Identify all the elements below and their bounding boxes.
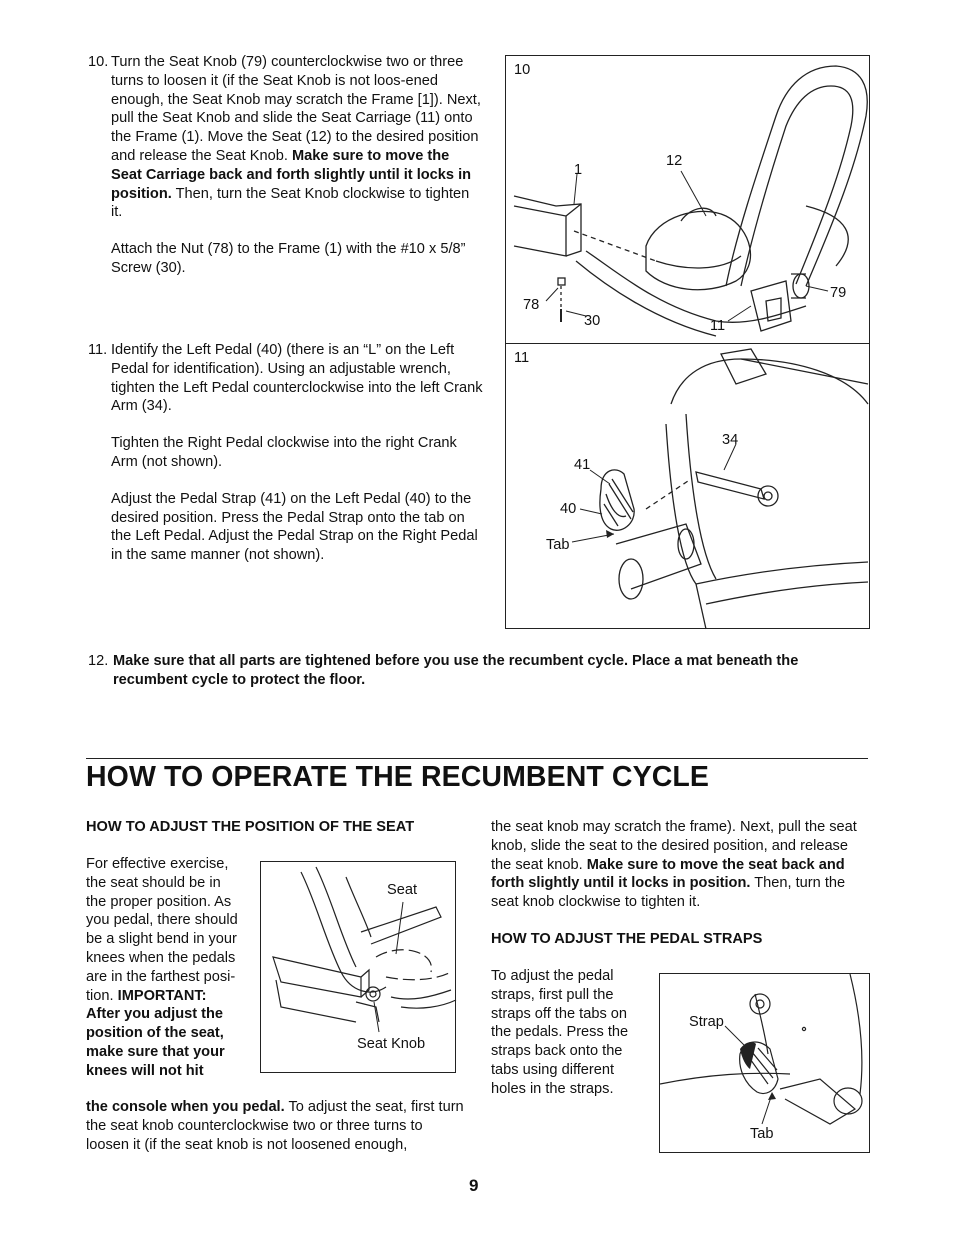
label-screw: 30: [584, 313, 601, 329]
strap-heading: HOW TO ADJUST THE PEDAL STRAPS: [491, 931, 763, 947]
seat-assembly-illustration: [506, 56, 871, 345]
section-divider: [86, 758, 868, 759]
label-strap: Strap: [689, 1014, 724, 1030]
label-crank-arm: 34: [722, 432, 739, 448]
label-knob: 79: [830, 285, 847, 301]
label-seat-knob: Seat Knob: [357, 1036, 426, 1052]
seat-text-wrapped: For effective exercise, the seat should be in the proper position. As you pedal, there should be a slight bend in your knees when the pedals are in the farthest posi-tion. IMPORTANT: After you adjust the position of the seat, make sure that your knees will not hit: [86, 856, 238, 1079]
step-11-paragraph-1: Identify the Left Pedal (40) (there is an “L” on the Left Pedal for identification). Using an adjustable wrench, tighten the Left Pedal counterclockwise into the left Crank Arm (34).: [111, 342, 483, 415]
figure-number: 10: [514, 62, 531, 78]
seat-heading: HOW TO ADJUST THE POSITION OF THE SEAT: [86, 819, 415, 835]
label-tab: Tab: [546, 537, 570, 553]
page-number: 9: [469, 1176, 479, 1195]
step-12: [88, 652, 868, 690]
figure-10: [505, 55, 870, 344]
seat-important: IMPORTANT: After you adjust the position of the seat, make sure that your knees will not hit: [86, 987, 225, 1079]
figure-11: [505, 343, 870, 629]
step-11-paragraph-2: Tighten the Right Pedal clockwise into the right Crank Arm (not shown).: [111, 435, 457, 470]
step-12-text: Make sure that all parts are tightened before you use the recumbent cycle. Place a mat beneath the recumbent cycle to protect the floor.: [113, 653, 799, 688]
label-seat: 12: [666, 153, 683, 169]
label-pedal-strap: 41: [574, 457, 591, 473]
step-number: 11.: [88, 342, 108, 358]
pedal-assembly-illustration: [506, 344, 871, 630]
figure-number: 11: [514, 350, 530, 366]
step-10-paragraph-1: Turn the Seat Knob (79) counterclockwise two or three turns to loosen it (if the Seat Knob is not loos-ened enough, the Seat Knob may scratch the Frame [1]). Next, pull the Seat Knob and slide the Seat Carriage (11) onto the Frame (1). Move the Seat (12) to the desired position and release the Seat Knob. Make sure to move the Seat Carriage back and forth slightly until it locks in position. Then, turn the Seat Knob clockwise to tighten it.: [111, 54, 481, 221]
label-nut: 78: [523, 297, 540, 313]
step-number: 10.: [88, 54, 109, 70]
step-10: [88, 53, 483, 296]
label-tab: Tab: [750, 1126, 774, 1142]
strap-text: To adjust the pedal straps, first pull the straps off the tabs on the pedals. Press the straps back onto the tabs using different holes in the straps.: [491, 968, 629, 1097]
label-pedal: 40: [560, 501, 577, 517]
section-title: HOW TO OPERATE THE RECUMBENT CYCLE: [86, 761, 710, 793]
label-frame: 1: [574, 162, 583, 178]
strap-figure: [659, 973, 870, 1153]
seat-figure: [260, 861, 456, 1073]
step-10-paragraph-2: Attach the Nut (78) to the Frame (1) with the #10 x 5/8” Screw (30).: [111, 241, 466, 276]
label-carriage: 11: [710, 318, 726, 334]
step-number: 12.: [88, 653, 109, 669]
label-seat: Seat: [387, 882, 418, 898]
seat-text-right: the seat knob may scratch the frame). Next, pull the seat knob, slide the seat to the desired position, and release the seat knob. Make sure to move the seat back and forth slightly until it locks in position. Then, turn the seat knob clockwise to tighten it.: [491, 819, 857, 911]
step-11-paragraph-3: Adjust the Pedal Strap (41) on the Left Pedal (40) to the desired position. Press the Pedal Strap onto the tab on the Left Pedal. Adjust the Pedal Strap on the Right Pedal in the same manner (not shown).: [111, 490, 478, 564]
seat-text-continued: the console when you pedal. To adjust the seat, first turn the seat knob counterclockwise two or three turns to loosen it (if the seat knob is not loosened enough,: [86, 1099, 464, 1153]
step-11: [88, 341, 483, 583]
